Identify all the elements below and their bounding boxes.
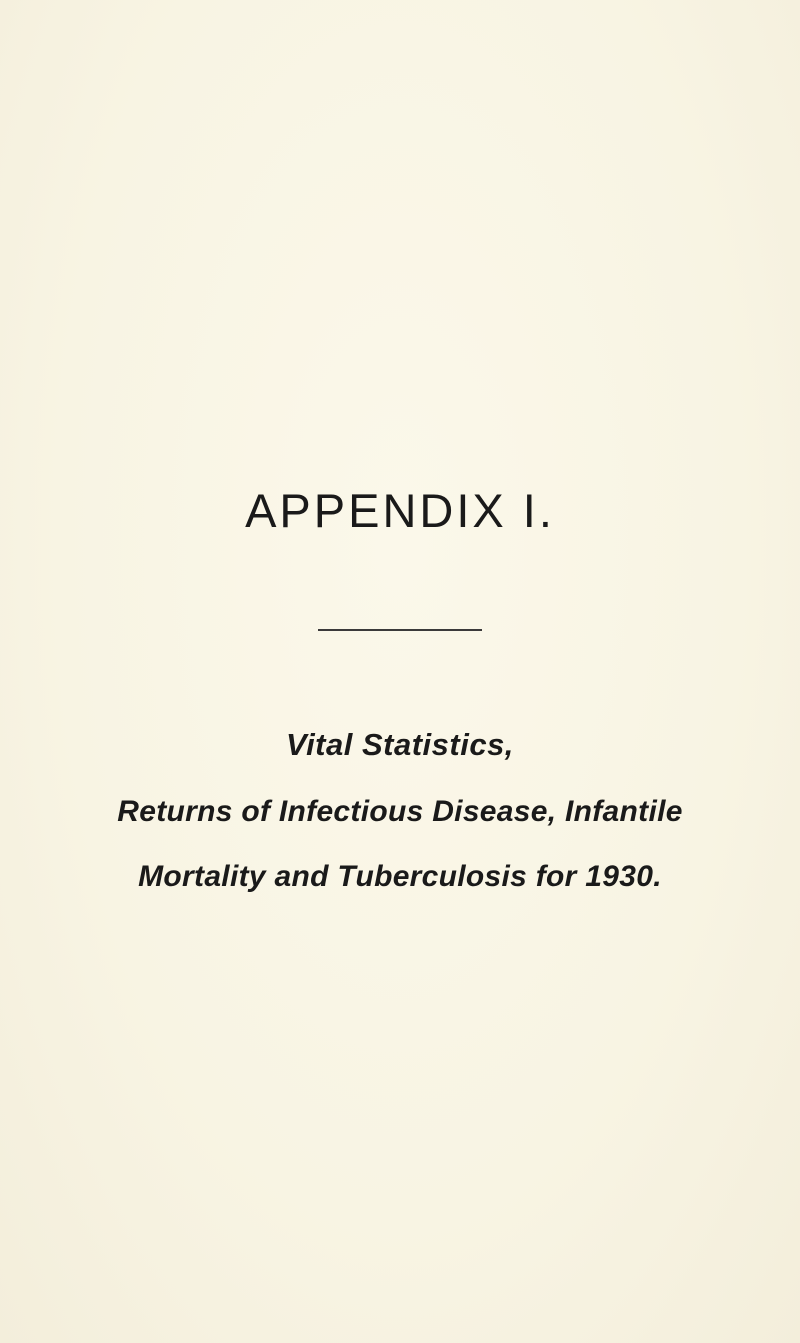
subtitle: Vital Statistics, [286, 727, 514, 762]
divider-rule [318, 629, 482, 631]
appendix-heading: APPENDIX I. [245, 484, 555, 537]
description-line-2: Mortality and Tuberculosis for 1930. [138, 860, 662, 893]
description-line-1: Returns of Infectious Disease, Infantile [117, 795, 683, 828]
